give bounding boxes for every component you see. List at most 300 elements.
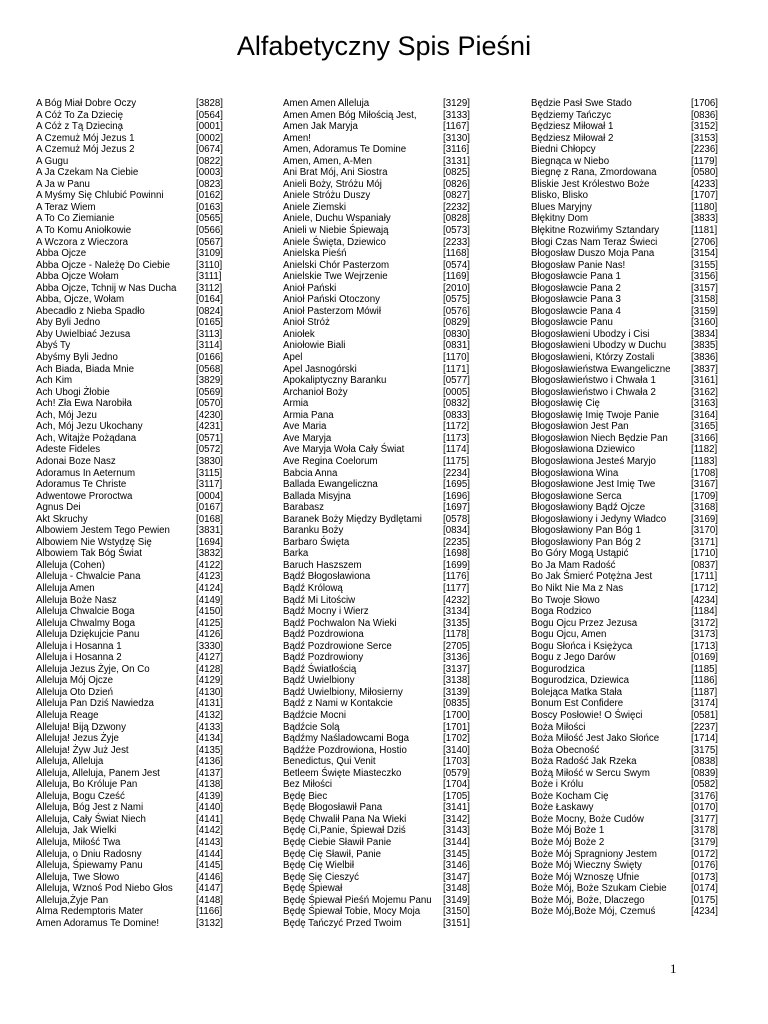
song-number: [0581]: [691, 709, 718, 721]
song-number: [4137]: [196, 767, 223, 779]
song-title: Bliskie Jest Królestwo Boże: [531, 178, 650, 190]
song-title: Adonai Boze Nasz: [36, 455, 116, 467]
song-number: [3330]: [196, 640, 223, 652]
song-title: Będę Się Cieszyć: [283, 871, 359, 883]
song-number: [3142]: [443, 813, 470, 825]
song-title: Błogosław Panie Nas!: [531, 259, 626, 271]
song-title: Będzie Pasł Swe Stado: [531, 98, 632, 109]
song-number: [3140]: [443, 744, 470, 756]
song-title: Alleluja i Hosanna 1: [36, 640, 122, 652]
song-title: Baranku Boży: [283, 525, 344, 537]
song-title: Alleluja Chwalcie Boga: [36, 606, 135, 618]
song-number: [0573]: [443, 225, 470, 237]
song-title: Będziemy Tańczyc: [531, 109, 612, 121]
song-number: [0830]: [443, 328, 470, 340]
song-number: [3130]: [443, 132, 470, 144]
song-number: [1183]: [691, 455, 718, 467]
song-title: Będę Ciebie Sławił Panie: [283, 837, 392, 848]
song-title: Anioł Pański Otoczony: [283, 294, 380, 306]
song-number: [4126]: [196, 629, 223, 641]
song-title: Bogu Słońca i Księżyca: [531, 640, 633, 652]
song-number: [3829]: [196, 375, 223, 387]
song-title: Boże Mój Boże 1: [531, 825, 605, 837]
song-number: [4134]: [196, 733, 223, 745]
song-number: [3150]: [443, 906, 470, 918]
song-number: [0571]: [196, 432, 223, 444]
song-title: Błogosławcie Pana 3: [531, 294, 621, 306]
song-number: [0582]: [691, 779, 718, 791]
song-title: Będę Śpiewał Pieśń Mojemu Panu: [283, 894, 432, 906]
song-number: [3832]: [196, 548, 223, 560]
song-title: Będę Ci,Panie, Śpiewał Dziś: [283, 825, 406, 837]
song-number: [2237]: [691, 721, 718, 733]
song-number: [1179]: [691, 155, 718, 167]
song-number: [0165]: [196, 317, 223, 329]
song-title: Boże Mój,Boże Mój, Czemuś: [531, 906, 656, 918]
song-title: Będę Chwalił Pana Na Wieki: [283, 813, 407, 825]
song-number: [3133]: [443, 109, 470, 121]
song-title: Anielska Pieśń: [283, 248, 347, 260]
song-title: Błękitne Rozwińmy Sztandary: [531, 225, 660, 237]
song-number: [4149]: [196, 594, 223, 606]
song-number: [3836]: [691, 352, 718, 364]
song-number: [0001]: [196, 121, 223, 133]
song-title: Błękitny Dom: [531, 213, 589, 225]
song-number: [4127]: [196, 652, 223, 664]
song-number: [0173]: [691, 871, 718, 883]
song-title: A Ja Czekam Na Ciebie: [36, 167, 139, 179]
song-title: Będę Śpiewał: [283, 883, 343, 895]
song-number: [1698]: [443, 548, 470, 560]
song-title: Alleluja Amen: [36, 582, 95, 594]
song-number: [1712]: [691, 582, 718, 594]
song-number: [2235]: [443, 536, 470, 548]
song-title: Ach, Mój Jezu Ukochany: [36, 421, 143, 433]
song-title: Aniele Ziemski: [283, 201, 346, 213]
song-number: [0574]: [443, 259, 470, 271]
song-number: [3117]: [196, 479, 223, 491]
song-number: [1169]: [443, 271, 470, 283]
song-number: [0163]: [196, 201, 223, 213]
song-number: [3134]: [443, 606, 470, 618]
song-title: Alleluja i Hosanna 2: [36, 652, 122, 664]
song-number: [2233]: [443, 236, 470, 248]
song-number: [3161]: [691, 375, 718, 387]
song-number: [3834]: [691, 328, 718, 340]
song-title: Adwentowe Proroctwa: [36, 490, 133, 502]
song-title: Alleluja Dziękujcie Panu: [36, 629, 140, 641]
song-number: [3173]: [691, 629, 718, 641]
song-number: [1168]: [443, 248, 470, 260]
song-number: [3157]: [691, 282, 718, 294]
song-number: [3109]: [196, 248, 223, 260]
song-number: [1177]: [443, 582, 470, 594]
song-title: Abba Ojcze, Tchnij w Nas Ducha: [36, 282, 177, 294]
song-number: [4123]: [196, 571, 223, 583]
song-number: [0569]: [196, 386, 223, 398]
song-title: Będę Cię Sławił, Panie: [283, 848, 382, 860]
song-title: Alma Redemptoris Mater: [36, 906, 144, 918]
song-title: Alleluja Chwalmy Boga: [36, 617, 136, 629]
song-number: [4233]: [691, 178, 718, 190]
song-title: Barabasz: [283, 502, 324, 514]
song-title: Bądź z Nami w Kontakcie: [283, 698, 393, 710]
song-number: [3139]: [443, 686, 470, 698]
song-title: Bądźcie Solą: [283, 721, 340, 733]
song-title: Błogosławcie Pana 2: [531, 282, 621, 294]
song-title: A To Komu Aniołkowie: [36, 225, 132, 237]
song-number: [3135]: [443, 617, 470, 629]
song-title: Alleluja Reage: [36, 709, 99, 721]
song-title: A Czemuż Mój Jezus 2: [36, 144, 135, 156]
song-title: Alleluja Mój Ojcze: [36, 675, 113, 687]
song-number: [0167]: [196, 502, 223, 514]
song-number: [1176]: [443, 571, 470, 583]
song-title: Biegnę z Rana, Zmordowana: [531, 167, 657, 179]
song-title: Boga Rodzico: [531, 606, 592, 618]
song-number: [4147]: [196, 883, 223, 895]
song-title: Aniele, Duchu Wspaniały: [283, 213, 391, 225]
song-number: [0172]: [691, 848, 718, 860]
song-number: [3136]: [443, 652, 470, 664]
song-number: [3146]: [443, 860, 470, 872]
song-number: [1170]: [443, 352, 470, 364]
song-number: [0576]: [443, 305, 470, 317]
song-title: Ani Brat Mój, Ani Siostra: [283, 167, 388, 179]
song-number: [0829]: [443, 317, 470, 329]
song-title: Błogosławcie Pana 4: [531, 305, 621, 317]
song-title: Abecadło z Nieba Spadło: [36, 305, 145, 317]
song-title: Boże Mój Boże 2: [531, 837, 605, 848]
song-title: Boże Mój Wznoszę Ufnie: [531, 871, 640, 883]
song-title: Ave Maryja: [283, 432, 332, 444]
song-title: Alleluja, Cały Świat Niech: [36, 813, 146, 825]
song-number: [4146]: [196, 871, 223, 883]
song-title: Błogosławcie Pana 1: [531, 271, 621, 283]
song-number: [0823]: [196, 178, 223, 190]
song-number: [1182]: [691, 444, 718, 456]
song-number: [0570]: [196, 398, 223, 410]
song-title: Armia: [283, 398, 309, 410]
song-number: [3153]: [691, 132, 718, 144]
song-number: [3129]: [443, 98, 470, 109]
song-title: Anielskie Twe Wejrzenie: [283, 271, 388, 283]
song-number: [0005]: [443, 386, 470, 398]
song-number: [0169]: [691, 652, 718, 664]
song-title: Amen Amen Alleluja: [283, 98, 370, 109]
song-number: [1711]: [691, 571, 718, 583]
song-number: [0832]: [443, 398, 470, 410]
song-title: Bądź Mi Litościw: [283, 594, 356, 606]
song-number: [0835]: [443, 698, 470, 710]
song-number: [1171]: [443, 363, 470, 375]
song-number: [3149]: [443, 894, 470, 906]
song-number: [4231]: [196, 421, 223, 433]
song-number: [1185]: [691, 663, 718, 675]
song-title: Bo Nikt Nie Ma z Nas: [531, 582, 624, 594]
song-title: Boża Obecność: [531, 744, 600, 756]
song-number: [0565]: [196, 213, 223, 225]
song-number: [3154]: [691, 248, 718, 260]
song-title: Bądź Pozdrowiony: [283, 652, 364, 664]
song-number: [1181]: [691, 225, 718, 237]
song-number: [1703]: [443, 756, 470, 768]
song-title: Alleluja, Alleluja: [36, 756, 104, 768]
song-title: A Bóg Miał Dobre Oczy: [36, 98, 137, 109]
song-number: [0564]: [196, 109, 223, 121]
song-title: Armia Pana: [283, 409, 334, 421]
song-number: [1700]: [443, 709, 470, 721]
song-title: Alleluja Oto Dzień: [36, 686, 113, 698]
song-number: [4132]: [196, 709, 223, 721]
song-title: A Cóż z Tą Dziecina̧: [36, 121, 124, 133]
song-number: [3178]: [691, 825, 718, 837]
song-title: A Cóż To Za Dziecię: [36, 109, 124, 121]
song-title: Bądźmy Naśladowcami Boga: [283, 733, 409, 745]
song-number: [3167]: [691, 479, 718, 491]
song-number: [2705]: [443, 640, 470, 652]
song-title: Alleluja Jezus Żyje, On Co: [36, 663, 150, 675]
song-number: [1702]: [443, 733, 470, 745]
song-title: Abyś Ty: [36, 340, 71, 352]
song-number: [1184]: [691, 606, 718, 618]
song-number: [3164]: [691, 409, 718, 421]
song-number: [4144]: [196, 848, 223, 860]
song-title: Abba Ojcze - Należę Do Ciebie: [36, 259, 171, 271]
song-number: [3837]: [691, 363, 718, 375]
song-number: [3169]: [691, 513, 718, 525]
song-title: Ach Ubogi Żłobie: [36, 386, 110, 398]
song-title: Błogosławieństwo i Chwała 2: [531, 386, 656, 398]
song-title: Baruch Haszszem: [283, 559, 362, 571]
song-title: Błogosławiony Pan Bóg 1: [531, 525, 641, 537]
song-title: Będę Biec: [283, 790, 328, 802]
song-title: Alleluja, o Dniu Radosny: [36, 848, 142, 860]
song-number: [4234]: [691, 906, 718, 918]
song-title: Boscy Posłowie! O Święci: [531, 709, 643, 721]
song-title: Apel Jasnogórski: [283, 363, 357, 375]
song-title: Anioł Stróż: [283, 317, 330, 329]
song-title: Boże i Królu: [531, 779, 584, 791]
song-number: [3115]: [196, 467, 223, 479]
song-number: [3111]: [196, 271, 222, 283]
song-title: Alleluja! Żyw Już Jest: [36, 744, 129, 756]
song-number: [3835]: [691, 340, 718, 352]
song-title: Alleluja, Bóg Jest z Nami: [36, 802, 144, 814]
song-number: [0578]: [443, 513, 470, 525]
song-number: [0176]: [691, 860, 718, 872]
song-number: [3114]: [196, 340, 223, 352]
song-title: Babcia Anna: [283, 467, 338, 479]
song-title: Bądź Królową: [283, 582, 343, 594]
song-title: Alleluja, Bogu Cześć: [36, 790, 125, 802]
song-number: [1713]: [691, 640, 718, 652]
song-title: Błogosławione Serca: [531, 490, 622, 502]
song-title: Bo Jak Śmierć Potężna Jest: [531, 571, 653, 583]
song-title: Błogosławię Imię Twoje Panie: [531, 409, 659, 421]
song-number: [1167]: [443, 121, 470, 133]
song-number: [0003]: [196, 167, 223, 179]
song-title: Alleluja, Wznoś Pod Niebo Głos: [36, 883, 173, 895]
song-title: Aniołek: [283, 328, 315, 340]
song-title: Błogosławiony Pan Bóg 2: [531, 536, 641, 548]
song-title: Alleluja - Chwalcie Pana: [36, 571, 141, 583]
song-title: Boże Mój Wieczny Święty: [531, 860, 642, 872]
song-number: [0566]: [196, 225, 223, 237]
song-title: Błogosławione Jest Imię Twe: [531, 479, 656, 491]
song-number: [0166]: [196, 352, 223, 364]
song-number: [0174]: [691, 883, 718, 895]
song-number: [4234]: [691, 594, 718, 606]
song-title: Amen Jak Maryja: [283, 121, 358, 133]
song-number: [0824]: [196, 305, 223, 317]
song-title: Błogosławieni Ubodzy w Duchu: [531, 340, 667, 352]
song-number: [1695]: [443, 479, 470, 491]
song-title: Barka: [283, 548, 309, 560]
song-number: [2234]: [443, 467, 470, 479]
song-number: [4128]: [196, 663, 223, 675]
song-title: Bogurodzica, Dziewica: [531, 675, 629, 687]
song-title: Będę Cię Wielbił: [283, 860, 355, 872]
song-title: Bądźże Pozdrowiona, Hostio: [283, 744, 407, 756]
song-number: [1705]: [443, 790, 470, 802]
song-title: Błogosławieństwo i Chwała 1: [531, 375, 656, 387]
song-number: [0170]: [691, 802, 718, 814]
song-number: [3162]: [691, 386, 718, 398]
song-title: Bądź Pozdrowiona: [283, 629, 364, 641]
song-title: Albowiem Nie Wstydzę Się: [36, 536, 152, 548]
song-title: Anielski Chór Pasterzom: [283, 259, 390, 271]
song-title: Bądźcie Mocni: [283, 709, 346, 721]
song-number: [1701]: [443, 721, 470, 733]
song-title: Ach, Witajże Pożądana: [36, 432, 137, 444]
song-number: [4131]: [196, 698, 223, 710]
song-title: Archanioł Boży: [283, 386, 348, 398]
song-number: [3156]: [691, 271, 718, 283]
song-number: [4143]: [196, 837, 223, 848]
song-number: [1187]: [691, 686, 718, 698]
song-number: [1173]: [443, 432, 470, 444]
song-title: A Myśmy Się Chlubić Powinni: [36, 190, 164, 202]
song-title: A Gugu: [36, 155, 69, 167]
song-number: [1694]: [196, 536, 223, 548]
song-number: [0568]: [196, 363, 223, 375]
song-number: [0175]: [691, 894, 718, 906]
song-number: [0825]: [443, 167, 470, 179]
song-title: Boża Miłości: [531, 721, 586, 733]
song-title: Adeste Fideles: [36, 444, 101, 456]
song-title: Bogu Ojcu Przez Jezusa: [531, 617, 638, 629]
song-title: Bądź Mocny i Wierz: [283, 606, 369, 618]
song-number: [4150]: [196, 606, 223, 618]
song-title: Błogi Czas Nam Teraz Świeci: [531, 236, 658, 248]
song-number: [1178]: [443, 629, 470, 641]
song-number: [0837]: [691, 559, 718, 571]
song-title: Będę Śpiewał Tobie, Mocy Moja: [283, 906, 421, 918]
song-title: Błogosławieni, Którzy Zostali: [531, 352, 655, 364]
song-number: [0164]: [196, 294, 223, 306]
song-title: Amen, Adoramus Te Domine: [283, 144, 407, 156]
song-title: Baranek Boży Między Bydlętami: [283, 513, 422, 525]
song-title: A Ja w Panu: [36, 178, 90, 190]
song-number: [3172]: [691, 617, 718, 629]
song-number: [4141]: [196, 813, 223, 825]
song-number: [1172]: [443, 421, 470, 433]
song-number: [3176]: [691, 790, 718, 802]
song-title: Alleluja, Bo Króluje Pan: [36, 779, 138, 791]
song-number: [4135]: [196, 744, 223, 756]
song-number: [1714]: [691, 733, 718, 745]
song-title: Bądź Światłością: [283, 663, 357, 675]
song-number: [4145]: [196, 860, 223, 872]
song-title: Albowiem Tak Bóg Świat: [36, 548, 142, 560]
song-number: [4139]: [196, 790, 223, 802]
song-title: Benedictus, Qui Venit: [283, 756, 376, 768]
song-title: Alleluja, Twe Słowo: [36, 871, 120, 883]
song-title: Alleluja Pan Dziś Nawiedza: [36, 698, 154, 710]
song-number: [0004]: [196, 490, 223, 502]
song-title: Blisko, Blisko: [531, 190, 589, 202]
song-title: Agnus Dei: [36, 502, 81, 514]
song-title: Bogu z Jego Darów: [531, 652, 616, 664]
song-title: Anioł Pasterzom Mówił: [283, 305, 381, 317]
song-title: Alleluja (Cohen): [36, 559, 105, 571]
song-number: [0822]: [196, 155, 223, 167]
song-number: [3177]: [691, 813, 718, 825]
song-title: Abba Ojcze: [36, 248, 87, 260]
song-title: Ach! Zła Ewa Narobiła: [36, 398, 132, 410]
song-number: [0572]: [196, 444, 223, 456]
song-title: Abyśmy Byli Jedno: [36, 352, 118, 364]
song-title: Błogosławcie Panu: [531, 317, 613, 329]
song-title: Boża Miłość Jest Jako Słońce: [531, 733, 660, 745]
song-number: [1710]: [691, 548, 718, 560]
song-title: Akt Skruchy: [36, 513, 88, 525]
song-title: Albowiem Jestem Tego Pewien: [36, 525, 170, 537]
song-title: Apel: [283, 352, 303, 364]
song-title: Bądź Błogosławiona: [283, 571, 371, 583]
song-number: [0579]: [443, 767, 470, 779]
song-number: [3112]: [196, 282, 223, 294]
song-title: Alleluja, Alleluja, Panem Jest: [36, 767, 160, 779]
song-title: Boże Kocham Cię: [531, 790, 609, 802]
song-title: Bądź Pozdrowione Serce: [283, 640, 392, 652]
song-title: Bez Miłości: [283, 779, 332, 791]
song-number: [3143]: [443, 825, 470, 837]
song-number: [3148]: [443, 883, 470, 895]
song-number: [4148]: [196, 894, 223, 906]
song-number: [2232]: [443, 201, 470, 213]
song-number: [1706]: [691, 98, 718, 109]
song-number: [3158]: [691, 294, 718, 306]
song-number: [3174]: [691, 698, 718, 710]
song-number: [3160]: [691, 317, 718, 329]
song-number: [3141]: [443, 802, 470, 814]
song-title: Błogosławiona Dziewico: [531, 444, 635, 456]
song-number: [0577]: [443, 375, 470, 387]
song-title: Boże Łaskawy: [531, 802, 594, 814]
song-number: [3155]: [691, 259, 718, 271]
song-title: Błogosławię Cię: [531, 398, 600, 410]
song-number: [4232]: [443, 594, 470, 606]
song-title: Ach Biada, Biada Mnie: [36, 363, 135, 375]
song-title: Ach Kim: [36, 375, 73, 387]
song-number: [3166]: [691, 432, 718, 444]
song-title: Bo Ja Mam Radość: [531, 559, 616, 571]
song-number: [0836]: [691, 109, 718, 121]
song-title: Anioł Pański: [283, 282, 337, 294]
page-title: Alfabetyczny Spis Pieśni: [236, 31, 532, 61]
